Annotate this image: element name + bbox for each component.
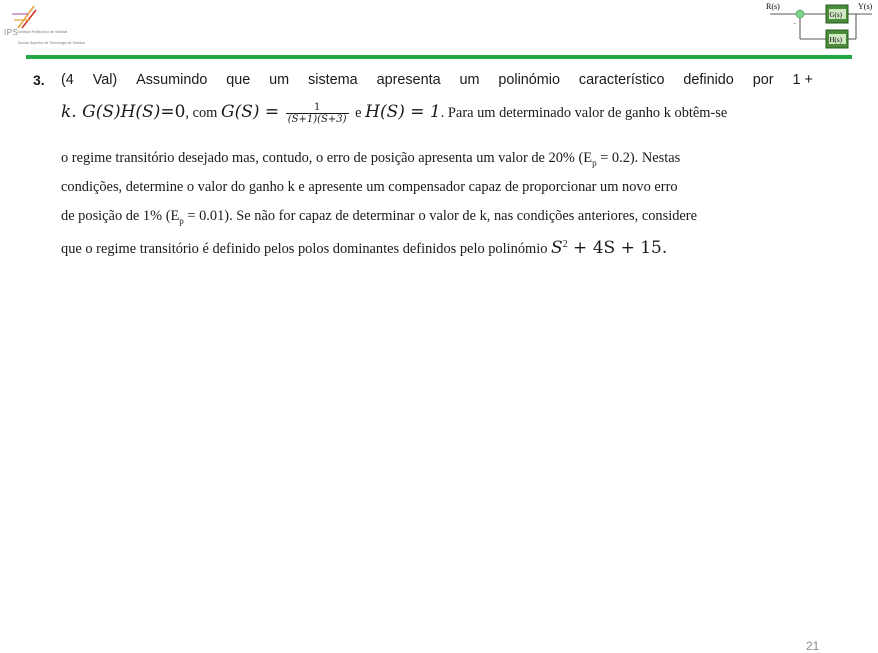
question-line-4: condições, determine o valor do ganho k e apresente um compensador capaz de proporcionar um novo erro xyxy=(61,179,678,195)
header-rule xyxy=(26,55,852,59)
forward-block-label: G(s) xyxy=(829,11,842,19)
diagram-input-label: R(s) xyxy=(766,2,780,11)
question-line-1: (4 Val) Assumindo que um sistema apresenta um polinómio característico definido por 1 + xyxy=(61,72,813,88)
diagram-output-label: Y(s) xyxy=(858,2,873,11)
question-number: 3. xyxy=(33,72,45,88)
question-line-3: o regime transitório desejado mas, contudo, o erro de posição apresenta um valor de 20% $(E_p = 0.2)$. Nestas xyxy=(61,150,681,168)
summing-junction xyxy=(796,10,804,18)
diagram-minus-sign: − xyxy=(793,21,797,27)
institution-logo xyxy=(2,2,85,48)
question-line-5: de posição de 1% $(E_p = 0.01)$. Se não for capaz de determinar o valor de k, nas condições anteriores, considere xyxy=(61,208,697,226)
logo-subtitle-1: Instituto Politécnico de Setúbal xyxy=(18,30,68,34)
question-line-6: que o regime transitório é definido pelos polos dominantes definidos pelo polinómio $S^2 + 4S + 15$. xyxy=(61,238,668,258)
question-line-2: k. G(S)H(S)=0, com G(S) = $\frac{1}{(S+1)(S+3)}$ e H(S) = 1. Para um determinado valor de ganho k obtêm-se xyxy=(61,102,728,126)
transfer-function-fraction: $\frac{1}{(S+1)(S+3)}$ xyxy=(287,102,347,126)
feedback-block-label: H(s) xyxy=(829,36,842,44)
logo-subtitle-2: Escola Superior de Tecnologia de Setúbal xyxy=(18,41,85,45)
feedback-block-diagram xyxy=(762,0,874,52)
page-number: 21 xyxy=(806,639,820,653)
logo-text: IPS xyxy=(4,28,19,37)
